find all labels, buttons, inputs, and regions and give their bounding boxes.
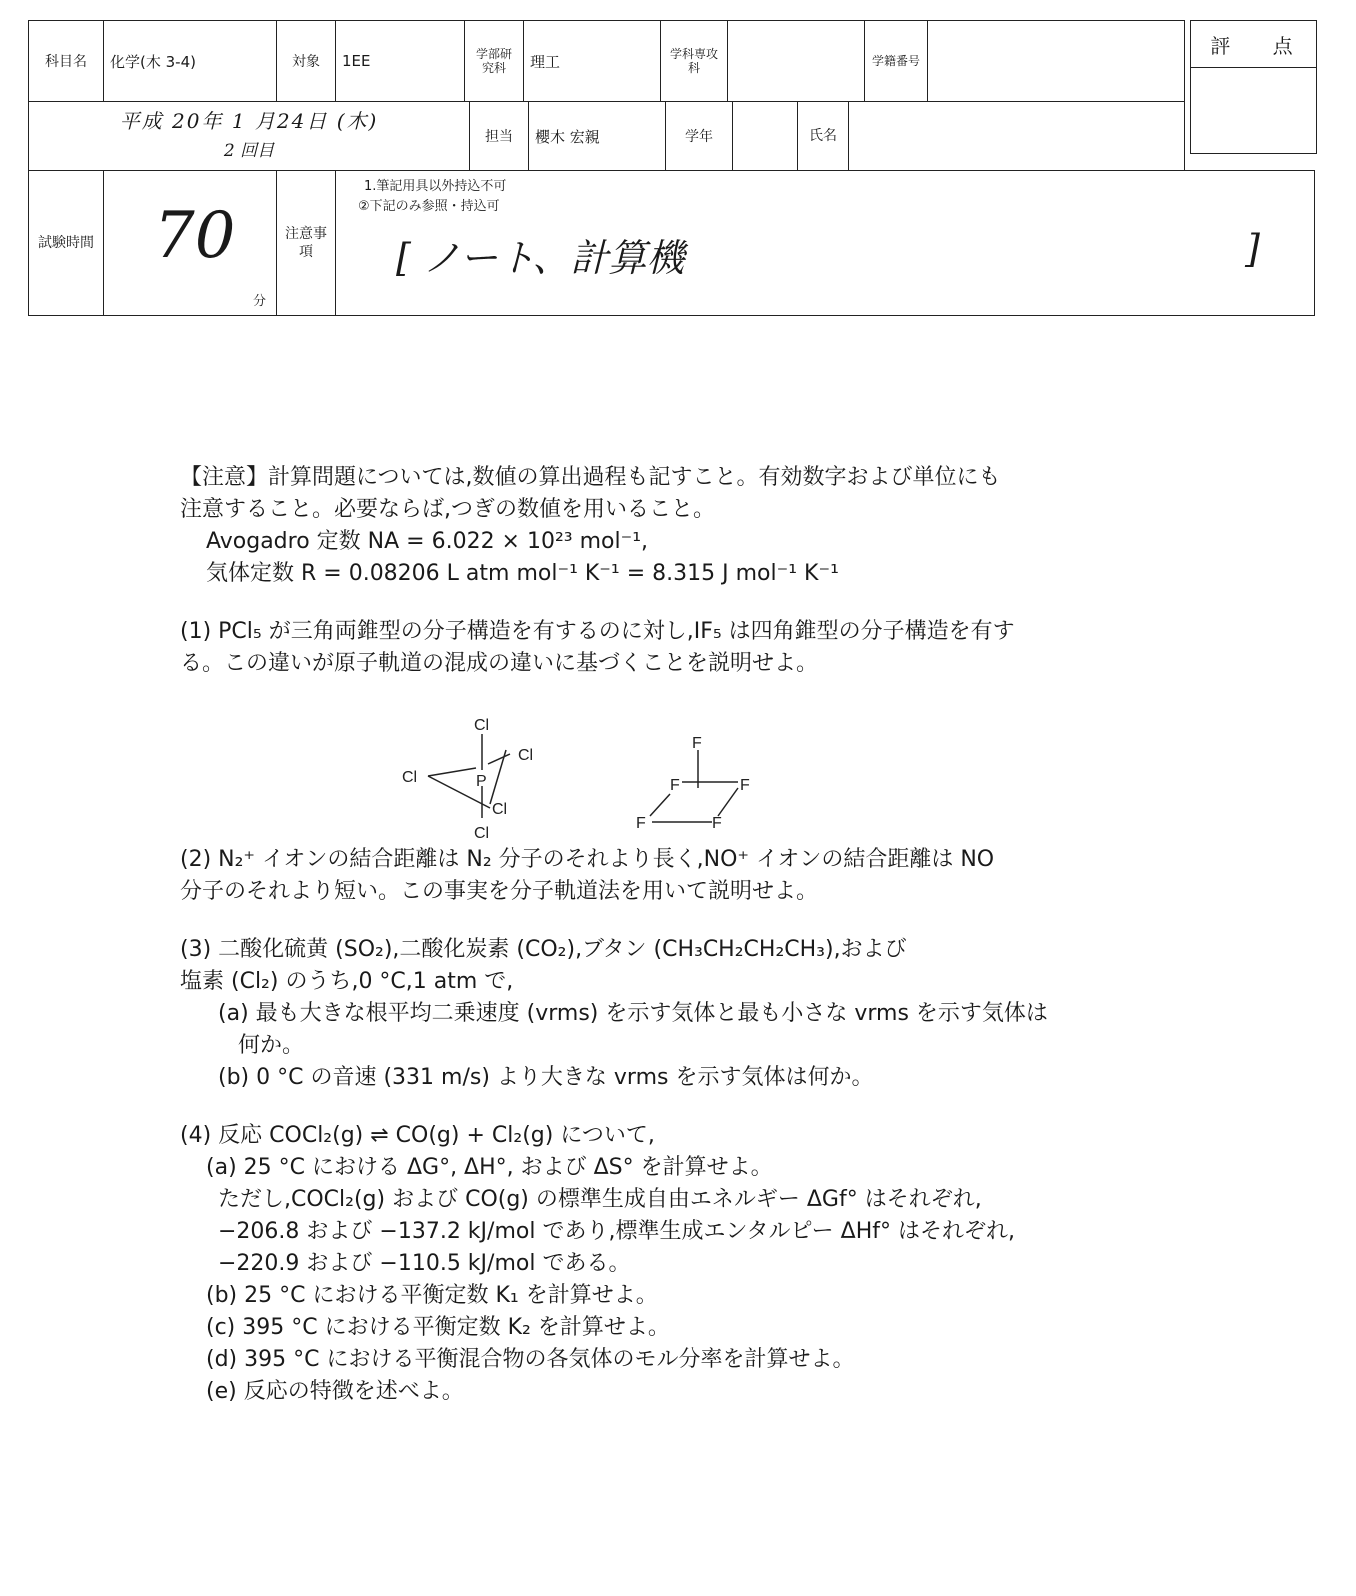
- q1-line-2: る。この違いが原子軌道の混成の違いに基づくことを説明せよ。: [180, 651, 819, 676]
- faculty-value: 理工: [524, 21, 661, 102]
- q3-line-1: (3) 二酸化硫黄 (SO₂),二酸化炭素 (CO₂),ブタン (CH₃CH₂CH₂CH₃),および: [180, 937, 907, 962]
- time-value: 70: [154, 199, 236, 273]
- time-unit: 分: [252, 294, 266, 309]
- notes-label: 注意事項: [277, 171, 336, 316]
- name-value[interactable]: [849, 102, 1185, 171]
- score-box: [1190, 20, 1317, 154]
- exam-date: 平成 20年 1 月24日 (木): [119, 109, 379, 133]
- q4-a-note-2: −206.8 および −137.2 kJ/mol であり,標準生成エンタルピー ΔHf° はそれぞれ,: [218, 1219, 1015, 1244]
- department-value[interactable]: [728, 21, 865, 102]
- year-label: 学年: [666, 102, 733, 171]
- name-label: 氏名: [798, 102, 849, 171]
- pcl5-cl-lower: Cl: [492, 801, 508, 818]
- year-value[interactable]: [733, 102, 798, 171]
- notes-cell: [336, 171, 1315, 316]
- exam-body: [180, 462, 1140, 1408]
- target-value: 1EE: [336, 21, 465, 102]
- teacher-label: 担当: [470, 102, 529, 171]
- q4-a-note-3: −220.9 および −110.5 kJ/mol である。: [218, 1251, 631, 1276]
- time-label: 試験時間: [29, 171, 104, 316]
- q4-a: (a) 25 °C における ΔG°, ΔH°, および ΔS° を計算せよ。: [206, 1155, 773, 1180]
- q3-line-2: 塩素 (Cl₂) のうち,0 °C,1 atm で,: [180, 969, 514, 994]
- q4-line-1: (4) 反応 COCl₂(g) ⇌ CO(g) + Cl₂(g) について,: [180, 1123, 655, 1148]
- q3-b: (b) 0 °C の音速 (331 m/s) より大きな vrms を示す気体は何か。: [218, 1065, 874, 1090]
- pcl5-cl-right: Cl: [518, 747, 534, 764]
- q4-c: (c) 395 °C における平衡定数 K₂ を計算せよ。: [206, 1315, 670, 1340]
- pcl5-structure: [396, 712, 556, 852]
- if5-f-top: F: [692, 735, 702, 752]
- exam-session: 2 回目: [223, 141, 275, 161]
- q4-e: (e) 反応の特徴を述べよ。: [206, 1379, 464, 1404]
- department-label: 学科専攻科: [661, 21, 728, 102]
- if5-f-front-right: F: [712, 815, 722, 832]
- teacher-value: 櫻木 宏親: [529, 102, 666, 171]
- header-row-2: [28, 101, 1185, 171]
- time-cell: [104, 171, 277, 316]
- q3-a-line-2: 何か。: [238, 1033, 305, 1058]
- subject-value: 化学(木 3-4): [104, 21, 277, 102]
- pcl5-cl-bottom: Cl: [474, 825, 490, 842]
- intro-line-2: 注意すること。必要ならば,つぎの数値を用いること。: [180, 497, 715, 522]
- q4-b: (b) 25 °C における平衡定数 K₁ を計算せよ。: [206, 1283, 658, 1308]
- pcl5-cl-top: Cl: [474, 717, 490, 734]
- if5-f-back-right: F: [740, 777, 750, 794]
- q1-line-1: (1) PCl₅ が三角両錐型の分子構造を有するのに対し,IF₅ は四角錐型の分子構造を有す: [180, 619, 1015, 644]
- subject-label: 科目名: [29, 21, 104, 102]
- score-value[interactable]: [1191, 68, 1316, 152]
- student-no-value[interactable]: [928, 21, 1185, 102]
- if5-f-back-left: F: [670, 777, 680, 794]
- header-row-1: [28, 20, 1185, 102]
- note-2: ②下記のみ参照・持込可: [358, 199, 500, 214]
- gas-constant: 気体定数 R = 0.08206 L atm mol⁻¹ K⁻¹ = 8.315 J mol⁻¹ K⁻¹: [206, 561, 839, 586]
- intro-line-1: 【注意】計算問題については,数値の算出過程も記すこと。有効数字および単位にも: [180, 465, 1001, 490]
- faculty-label: 学部研究科: [465, 21, 524, 102]
- q3-a-line-1: (a) 最も大きな根平均二乗速度 (vrms) を示す気体と最も小さな vrms を示す気体は: [218, 1001, 1048, 1026]
- avogadro-constant: Avogadro 定数 NA = 6.022 × 10²³ mol⁻¹,: [206, 529, 649, 554]
- score-label: 評 点: [1191, 21, 1316, 68]
- date-cell: [29, 102, 470, 171]
- pcl5-p: P: [476, 773, 487, 790]
- q2-line-1: (2) N₂⁺ イオンの結合距離は N₂ 分子のそれより長く,NO⁺ イオンの結合距離は NO: [180, 847, 995, 872]
- q4-a-note-1: ただし,COCl₂(g) および CO(g) の標準生成自由エネルギー ΔGf° はそれぞれ,: [218, 1187, 982, 1212]
- if5-structure: [634, 730, 774, 840]
- note-1: 1.筆記用具以外持込不可: [364, 179, 507, 194]
- target-label: 対象: [277, 21, 336, 102]
- header-row-3: [28, 170, 1315, 316]
- allowed-close: ]: [1245, 227, 1260, 271]
- q4-d: (d) 395 °C における平衡混合物の各気体のモル分率を計算せよ。: [206, 1347, 855, 1372]
- allowed-items: [ ノート、計算機: [396, 236, 685, 280]
- student-no-label: 学籍番号: [865, 21, 928, 102]
- pcl5-cl-left: Cl: [402, 769, 418, 786]
- q2-line-2: 分子のそれより短い。この事実を分子軌道法を用いて説明せよ。: [180, 879, 819, 904]
- if5-f-front-left: F: [636, 815, 646, 832]
